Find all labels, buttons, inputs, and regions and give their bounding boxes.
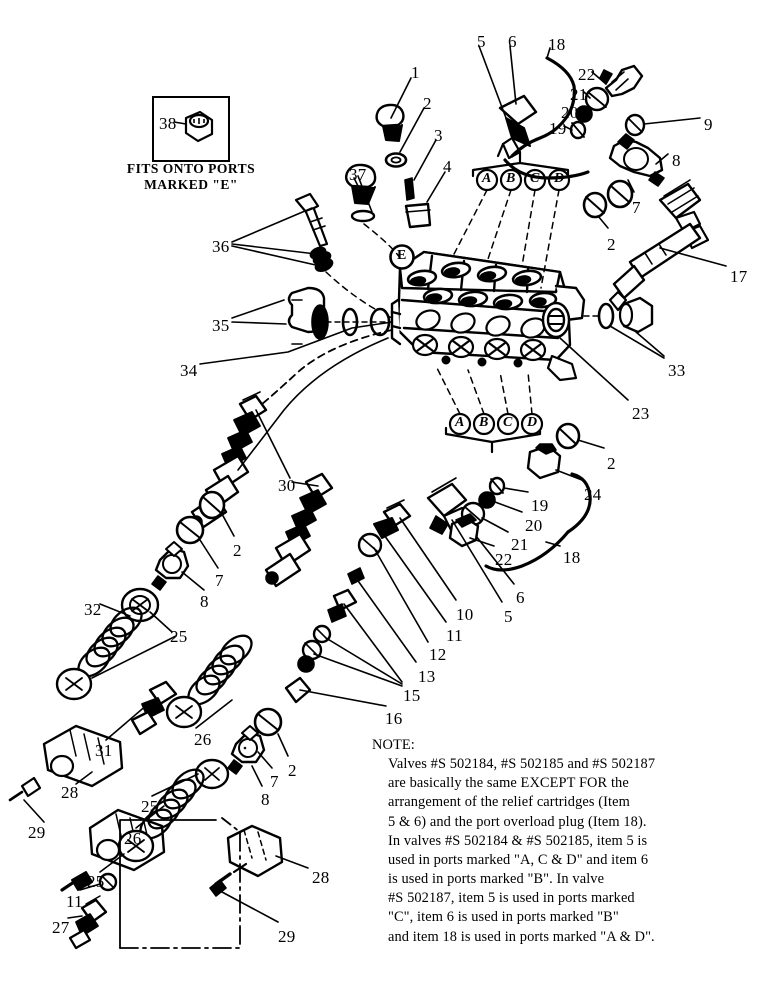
valve-side-lug — [548, 356, 576, 380]
callout-37: 37 — [349, 165, 367, 184]
item-35-endcap-group — [289, 288, 392, 344]
callout-8: 8 — [261, 790, 270, 809]
port-label-bottom-b: B — [479, 415, 489, 430]
callout-25: 25 — [170, 627, 188, 646]
note-line: is used in ports marked "B". In valve — [388, 871, 605, 888]
callout-28: 28 — [61, 783, 79, 802]
note-title: NOTE: — [372, 737, 415, 753]
callout-22: 22 — [578, 65, 596, 84]
callout-32: 32 — [84, 600, 102, 619]
assembly-row-c — [70, 627, 281, 948]
callout-3: 3 — [434, 126, 443, 145]
note-line: are basically the same EXCEPT FOR the — [388, 775, 629, 792]
note-line: used in ports marked "A, C & D" and item 6 — [388, 851, 649, 868]
assembly-row-b — [10, 682, 176, 890]
inset-caption-line1: FITS ONTO PORTS — [126, 161, 256, 176]
callout-11: 11 — [66, 892, 83, 911]
note-line: 5 & 6) and the port overload plug (Item 18). — [388, 813, 647, 830]
port-marker-label-e: E — [397, 248, 407, 263]
item-30-spool-lower — [266, 474, 332, 586]
callout-25: 25 — [141, 797, 159, 816]
routing-line-left — [262, 330, 392, 404]
callout-21: 21 — [570, 85, 588, 104]
callout-26: 26 — [124, 829, 142, 848]
callout-18: 18 — [548, 35, 566, 54]
port-label-top-d: D — [554, 171, 565, 186]
port-label-bottom-d: D — [527, 415, 538, 430]
callout-2: 2 — [607, 454, 616, 473]
callout-7: 7 — [215, 571, 224, 590]
port-label-top-a: A — [482, 171, 492, 186]
callout-35: 35 — [212, 316, 230, 335]
port-label-bottom-a: A — [455, 415, 465, 430]
callout-8: 8 — [672, 151, 681, 170]
callout-23: 23 — [632, 404, 650, 423]
callout-34: 34 — [180, 361, 198, 380]
callout-4: 4 — [443, 157, 452, 176]
callout-8: 8 — [200, 592, 209, 611]
note-body — [388, 755, 764, 947]
callout-36: 36 — [212, 237, 230, 256]
callout-2: 2 — [288, 761, 297, 780]
callout-13: 13 — [418, 667, 436, 686]
callout-16: 16 — [385, 709, 403, 728]
callout-6: 6 — [516, 588, 525, 607]
port-label-top-b: B — [506, 171, 516, 186]
inset-caption-line2: MARKED "E" — [144, 176, 238, 192]
callout-27: 27 — [52, 918, 70, 937]
note-line: "C", item 6 is used in ports marked "B" — [388, 909, 619, 926]
right-mid-parts — [584, 115, 664, 217]
callout-6: 6 — [508, 32, 517, 51]
callout-26: 26 — [194, 730, 212, 749]
item-5-relief-cartridge — [498, 96, 536, 158]
callout-5: 5 — [477, 32, 486, 51]
callout-28: 28 — [312, 868, 330, 887]
callout-19: 19 — [549, 119, 567, 138]
assembly-row-a — [57, 492, 224, 699]
callout-10: 10 — [456, 605, 474, 624]
note-line: #S 502187, item 5 is used in ports marked — [388, 890, 635, 907]
callout-31: 31 — [95, 741, 113, 760]
callout-7: 7 — [270, 772, 279, 791]
port-label-top-c: C — [530, 171, 540, 186]
callout-15: 15 — [403, 686, 421, 705]
callout-20: 20 — [525, 516, 543, 535]
note-line: In valves #S 502184 & #S 502185, item 5 is — [388, 832, 648, 849]
callout-12: 12 — [429, 645, 447, 664]
note-line: arrangement of the relief cartridges (Item — [388, 794, 630, 811]
callout-38: 38 — [159, 114, 177, 133]
callout-17: 17 — [730, 267, 748, 286]
callout-24: 24 — [584, 485, 602, 504]
callout-1: 1 — [411, 63, 420, 82]
callout-18: 18 — [563, 548, 581, 567]
callout-2: 2 — [423, 94, 432, 113]
callout-22: 22 — [495, 550, 513, 569]
note-line: Valves #S 502184, #S 502185 and #S 502187 — [388, 756, 656, 773]
callout-33: 33 — [668, 361, 686, 380]
callout-9: 9 — [704, 115, 713, 134]
callout-21: 21 — [511, 535, 529, 554]
callout-2: 2 — [607, 235, 616, 254]
callout-2: 2 — [233, 541, 242, 560]
callout-7: 7 — [632, 198, 641, 217]
callout-30: 30 — [278, 476, 296, 495]
callout-25: 25 — [87, 872, 105, 891]
inset-caption — [108, 161, 274, 193]
note-line: and item 18 is used in ports marked "A & D". — [388, 928, 655, 945]
callout-11: 11 — [446, 626, 463, 645]
callout-20: 20 — [561, 103, 579, 122]
callout-5: 5 — [504, 607, 513, 626]
callout-29: 29 — [28, 823, 46, 842]
callout-19: 19 — [531, 496, 549, 515]
port-label-bottom-c: C — [503, 415, 513, 430]
note-block — [372, 736, 764, 947]
callout-29: 29 — [278, 927, 296, 946]
